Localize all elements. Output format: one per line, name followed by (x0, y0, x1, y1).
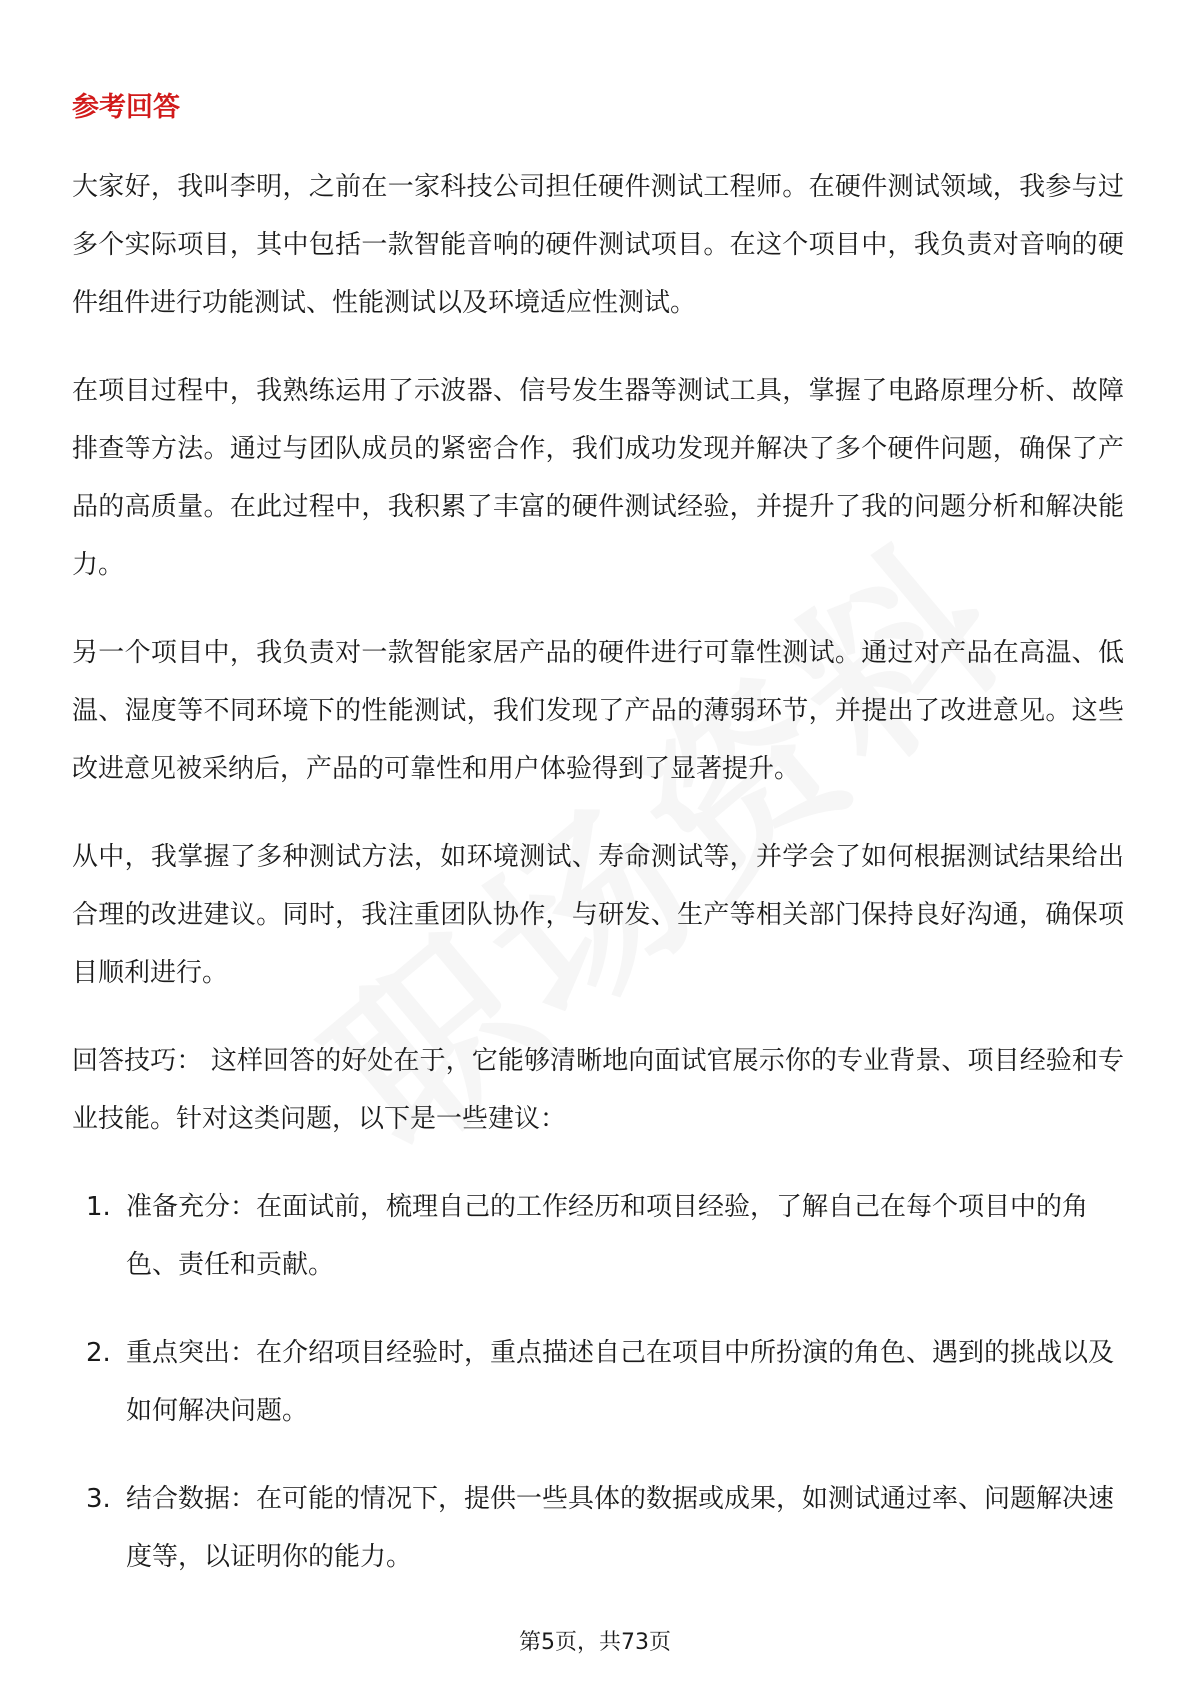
list-item-number: 2. (86, 1338, 111, 1368)
answer-body (72, 158, 1124, 1616)
tips-list (72, 1178, 1124, 1586)
paragraph-skills: 从中，我掌握了多种测试方法，如环境测试、寿命测试等，并学会了如何根据测试结果给出合理的改进建议。同时，我注重团队协作，与研发、生产等相关部门保持良好沟通，确保项目顺利进行。 (72, 842, 1124, 988)
paragraph-answer-tips: 回答技巧： 这样回答的好处在于，它能够清晰地向面试官展示你的专业背景、项目经验和专业技能。针对这类问题，以下是一些建议： (72, 1046, 1124, 1134)
paragraph-second-project: 另一个项目中，我负责对一款智能家居产品的硬件进行可靠性测试。通过对产品在高温、低温、湿度等不同环境下的性能测试，我们发现了产品的薄弱环节，并提出了改进意见。这些改进意见被采纳后，产品的可靠性和用户体验得到了显著提升。 (72, 638, 1124, 784)
list-item (72, 1324, 1124, 1440)
section-heading: 参考回答 (72, 92, 180, 123)
paragraph-process: 在项目过程中，我熟练运用了示波器、信号发生器等测试工具，掌握了电路原理分析、故障排查等方法。通过与团队成员的紧密合作，我们成功发现并解决了多个硬件问题，确保了产品的高质量。在此过程中，我积累了丰富的硬件测试经验，并提升了我的问题分析和解决能力。 (72, 376, 1124, 580)
list-item (72, 1178, 1124, 1294)
paragraph-intro: 大家好，我叫李明，之前在一家科技公司担任硬件测试工程师。在硬件测试领域，我参与过多个实际项目，其中包括一款智能音响的硬件测试项目。在这个项目中，我负责对音响的硬件组件进行功能测试、性能测试以及环境适应性测试。 (72, 172, 1124, 318)
page-number-footer: 第5页，共73页 (519, 1630, 671, 1655)
list-item-text: 重点突出：在介绍项目经验时，重点描述自己在项目中所扮演的角色、遇到的挑战以及如何解决问题。 (126, 1338, 1115, 1426)
list-item-number: 1. (86, 1192, 111, 1222)
list-item-number: 3. (86, 1484, 111, 1514)
list-item-text: 准备充分：在面试前，梳理自己的工作经历和项目经验，了解自己在每个项目中的角色、责任和贡献。 (126, 1192, 1089, 1280)
list-item (72, 1470, 1124, 1586)
list-item-text: 结合数据：在可能的情况下，提供一些具体的数据或成果，如测试通过率、问题解决速度等，以证明你的能力。 (126, 1484, 1115, 1572)
